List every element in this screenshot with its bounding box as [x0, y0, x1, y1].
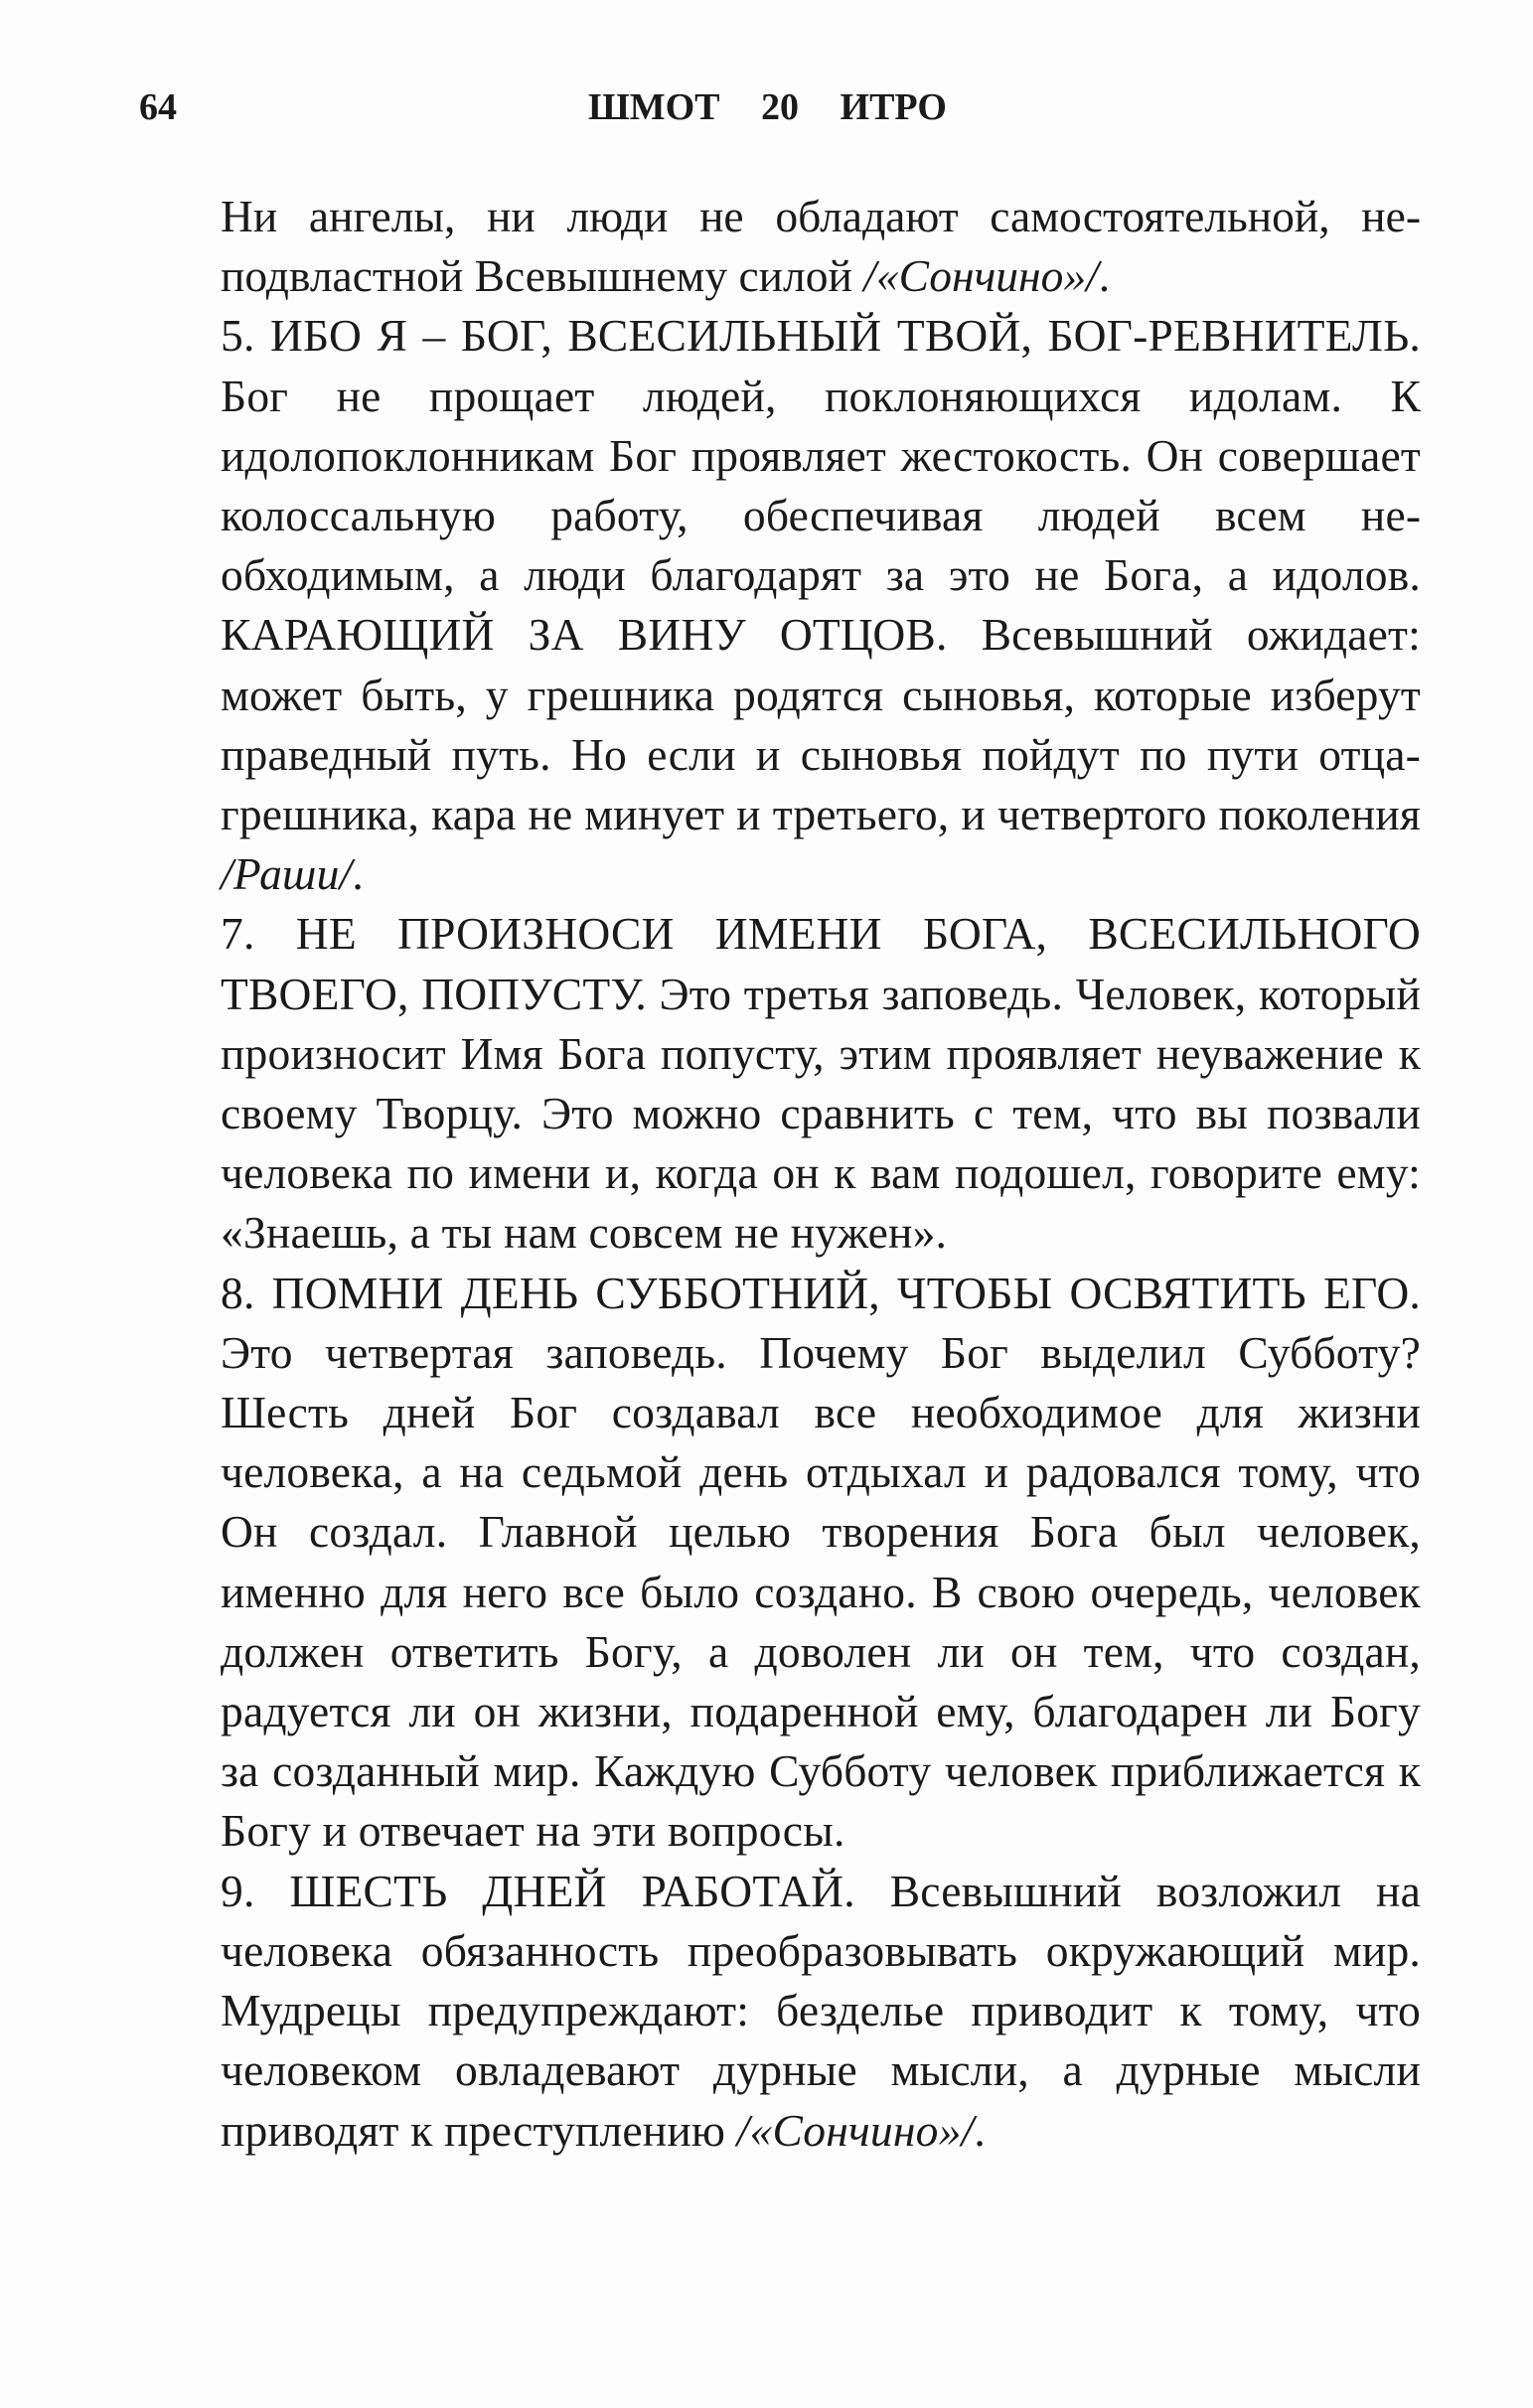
paragraph-verse-8: 8. ПОМНИ ДЕНЬ СУББОТНИЙ, ЧТОБЫ ОСВЯТИТЬ ЕГО. Это четвертая заповедь. Почему Бог выделил Субботу? Шесть дней Бог создавал все необходимое для жизни человека, а на седьмой день отдыхал и радовался тому, что Он создал. Главной целью творения Бога был человек, именно для него все было создано. В свою очередь, человек должен ответить Богу, а доволен ли он тем, что создан, радуется ли он жизни, подаренной ему, благодарен ли Богу за созданный мир. Каждую Субботу человек приближается к Богу и отвечает на эти вопросы.	[221, 1267, 1421, 1857]
source-reference: /Раши/	[221, 848, 353, 900]
running-title: ШМОТ 20 ИТРО	[588, 86, 947, 128]
page-number: 64	[139, 86, 177, 128]
source-reference: /«Сончино»/	[863, 250, 1099, 302]
paragraph-angels: Ни ангелы, ни люди не обладают самостоятельной, неподвластной Всевышнему силой /«Сончино»/.	[221, 191, 1421, 302]
body-text	[221, 187, 1421, 2161]
paragraph-verse-9: 9. ШЕСТЬ ДНЕЙ РАБОТАЙ. Всевышний возложил на человека обязанность преобразовывать окружающий мир. Мудрецы предупреждают: безделье приводит к тому, что человеком овладевают дурные мысли, а дурные мысли приводят к преступлению /«Сончино»/.	[221, 1865, 1421, 2156]
paragraph-verse-5: 5. ИБО Я – БОГ, ВСЕСИЛЬНЫЙ ТВОЙ, БОГ-РЕВНИТЕЛЬ. Бог не прощает людей, поклоняющихся идолам. К идолопоклонникам Бог проявляет жестокость. Он совершает колоссальную работу, обеспечивая людей всем необходимым, а люди благодарят за это не Бога, а идолов. КАРАЮЩИЙ ЗА ВИНУ ОТЦОВ. Всевышний ожидает: может быть, у грешника родятся сыновья, которые изберут праведный путь. Но если и сыновья пойдут по пути отца-грешника, кара не минует и третьего, и четвертого поколения /Раши/.	[221, 310, 1421, 900]
running-head	[139, 77, 1396, 137]
paragraph-verse-7: 7. НЕ ПРОИЗНОСИ ИМЕНИ БОГА, ВСЕСИЛЬНОГО ТВОЕГО, ПОПУСТУ. Это третья заповедь. Человек, который произносит Имя Бога попусту, этим проявляет неуважение к своему Творцу. Это можно сравнить с тем, что вы позвали человека по имени и, когда он к вам подошел, говорите ему: «Знаешь, а ты нам совсем не нужен».	[221, 908, 1421, 1259]
source-reference: /«Сончино»/	[736, 2104, 975, 2156]
